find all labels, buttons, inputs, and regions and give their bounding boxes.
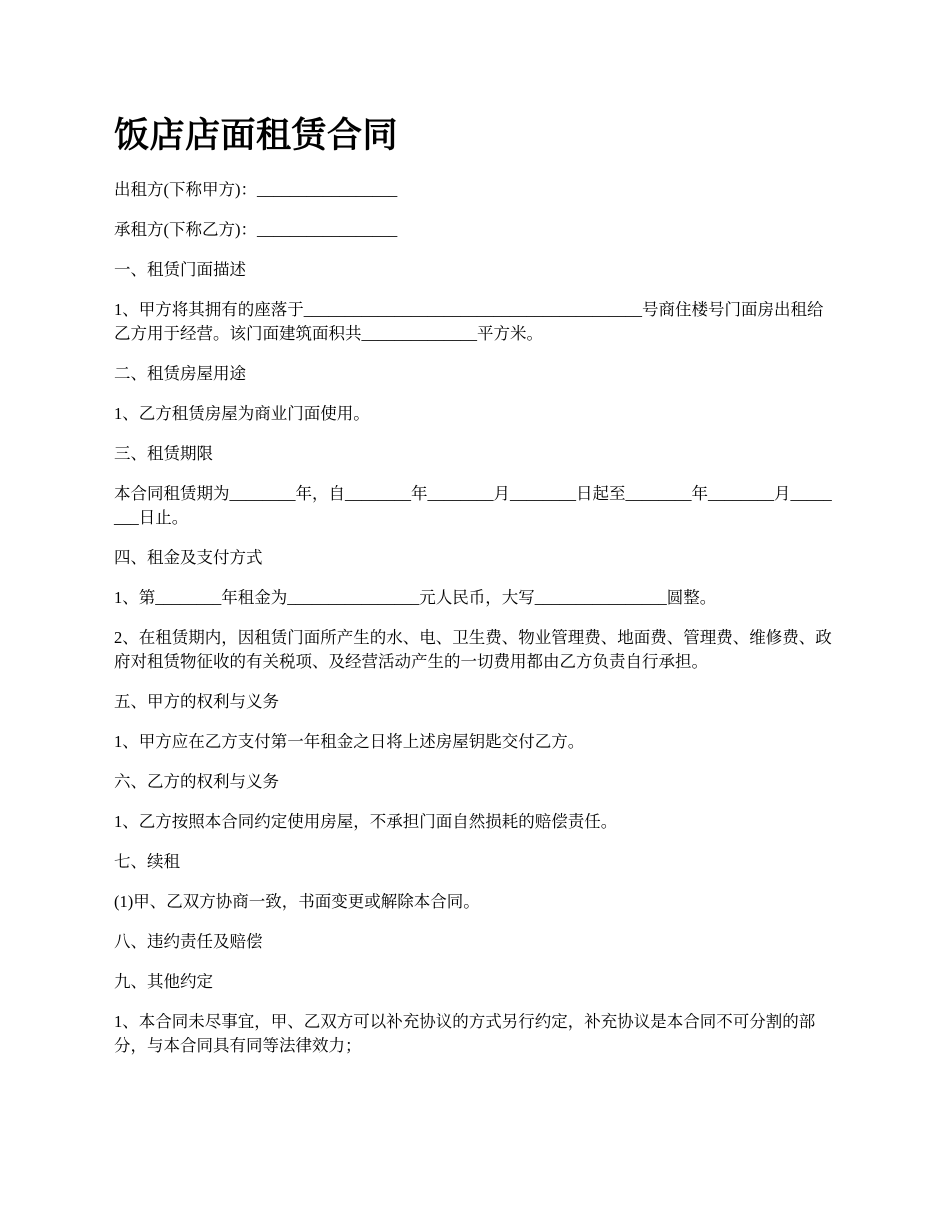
clause-paragraph: 1、第________年租金为________________元人民币，大写________________圆整。 (114, 588, 717, 607)
clause-paragraph: 1、甲方应在乙方支付第一年租金之日将上述房屋钥匙交付乙方。 (114, 732, 585, 751)
section-heading: 八、违约责任及赔偿 (114, 932, 263, 951)
clause-paragraph: 1、本合同未尽事宜，甲、乙双方可以补充协议的方式另行约定，补充协议是本合同不可分割的部分，与本合同具有同等法律效力； (114, 1012, 816, 1055)
section-heading: 五、甲方的权利与义务 (114, 692, 279, 711)
party-b-line: 承租方(下称乙方)：_________________ (114, 220, 398, 239)
section-heading: 七、续租 (114, 852, 180, 871)
clause-paragraph: 2、在租赁期内，因租赁门面所产生的水、电、卫生费、物业管理费、地面费、管理费、维修费、政府对租赁物征收的有关税项、及经营活动产生的一切费用都由乙方负责自行承担。 (114, 628, 832, 671)
section-heading: 三、租赁期限 (114, 444, 213, 463)
section-heading: 一、租赁门面描述 (114, 260, 246, 279)
clause-paragraph: 1、乙方租赁房屋为商业门面使用。 (114, 404, 370, 423)
clause-paragraph: 1、甲方将其拥有的座落于_________________________________________号商住楼号门面房出租给乙方用于经营。该门面建筑面积共______________平方米。 (114, 300, 824, 343)
clause-paragraph: 1、乙方按照本合同约定使用房屋，不承担门面自然损耗的赔偿责任。 (114, 812, 618, 831)
document-page (114, 108, 838, 1074)
section-heading: 六、乙方的权利与义务 (114, 772, 279, 791)
document-body (114, 178, 838, 1058)
party-a-line: 出租方(下称甲方)：_________________ (114, 180, 398, 199)
section-heading: 九、其他约定 (114, 972, 213, 991)
section-heading: 二、租赁房屋用途 (114, 364, 246, 383)
document-title: 饭店店面租赁合同 (114, 116, 399, 155)
clause-paragraph: 本合同租赁期为________年，自________年________月________日起至________年________月________日止。 (114, 484, 832, 527)
clause-paragraph: (1)甲、乙双方协商一致，书面变更或解除本合同。 (114, 892, 480, 911)
section-heading: 四、租金及支付方式 (114, 548, 263, 567)
